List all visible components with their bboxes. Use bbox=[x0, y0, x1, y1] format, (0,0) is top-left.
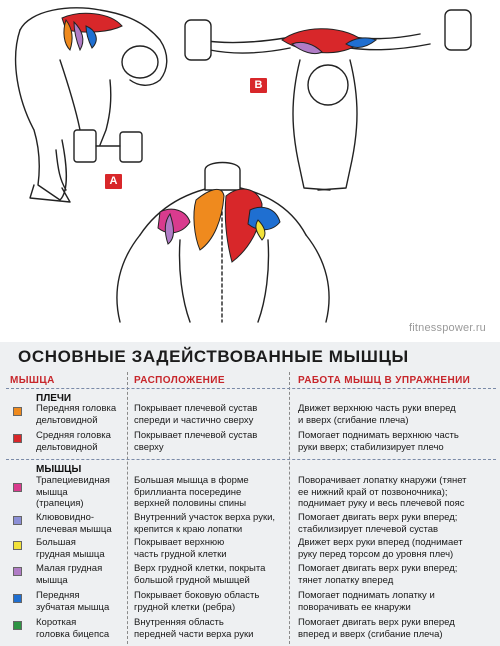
figure-b-badge: B bbox=[250, 78, 267, 93]
section-divider bbox=[6, 459, 496, 460]
muscle-work: Помогает двигать верх руки вперед вперед и вверх (сгибание плеча) bbox=[298, 617, 455, 640]
column-divider bbox=[289, 372, 290, 644]
color-swatch bbox=[13, 483, 22, 492]
section-title-muscles: МЫШЦЫ bbox=[36, 464, 82, 475]
figure-a-badge: A bbox=[105, 174, 122, 189]
color-swatch bbox=[13, 516, 22, 525]
muscle-name: Передняя зубчатая мышца bbox=[36, 590, 110, 613]
muscle-work: Движет верхнюю часть руки вперед и вверх (сгибание плеча) bbox=[298, 403, 456, 426]
muscle-table bbox=[0, 342, 500, 646]
muscle-name: Короткая головка бицепса bbox=[36, 617, 110, 640]
muscle-work: Помогает двигать верх руки вперед; тянет лопатку вперед bbox=[298, 563, 458, 586]
figure-back bbox=[117, 163, 329, 323]
muscle-location: Покрывает плечевой сустав спереди и частично сверху bbox=[134, 403, 258, 426]
muscle-location: Покрывает боковую область грудной клетки (ребра) bbox=[134, 590, 260, 613]
color-swatch bbox=[13, 407, 22, 416]
color-swatch bbox=[13, 434, 22, 443]
color-swatch bbox=[13, 567, 22, 576]
muscle-work: Помогает поднимать верхнюю часть руки вверх; стабилизирует плечо bbox=[298, 430, 459, 453]
muscle-location: Большая мышца в форме бриллианта посередине верхней половины спины bbox=[134, 475, 249, 510]
muscle-name: Передняя головка дельтовидной bbox=[36, 403, 117, 426]
column-divider bbox=[127, 372, 128, 644]
color-swatch bbox=[13, 621, 22, 630]
column-header-work: РАБОТА МЫШЦ В УПРАЖНЕНИИ bbox=[298, 375, 471, 386]
dumbbell-b-right bbox=[445, 10, 471, 50]
muscle-name: Средняя головка дельтовидной bbox=[36, 430, 111, 453]
column-header-location: РАСПОЛОЖЕНИЕ bbox=[134, 375, 225, 386]
muscle-name: Большая грудная мышца bbox=[36, 537, 105, 560]
muscle-name: Трапециевидная мышца (трапеция) bbox=[36, 475, 110, 510]
muscle-work: Движет верх руки вперед (поднимает руку перед торсом до уровня плеч) bbox=[298, 537, 463, 560]
muscle-name: Малая грудная мышца bbox=[36, 563, 103, 586]
column-header-muscle: МЫШЦА bbox=[10, 375, 55, 386]
muscle-name: Клювовидно- плечевая мышца bbox=[36, 512, 112, 535]
dumbbell-b-left bbox=[185, 20, 211, 60]
watermark: fitnesspower.ru bbox=[409, 322, 486, 334]
table-title: ОСНОВНЫЕ ЗАДЕЙСТВОВАННЫЕ МЫШЦЫ bbox=[18, 347, 409, 366]
muscle-location: Покрывает верхнюю часть грудной клетки bbox=[134, 537, 227, 560]
color-swatch bbox=[13, 594, 22, 603]
dumbbell-a bbox=[74, 130, 142, 162]
muscle-location: Верх грудной клетки, покрыта большой грудной мышцей bbox=[134, 563, 266, 586]
color-swatch bbox=[13, 541, 22, 550]
muscle-work: Помогает поднимать лопатку и поворачивать ее кнаружи bbox=[298, 590, 435, 613]
section-title-shoulders: ПЛЕЧИ bbox=[36, 393, 72, 404]
muscle-location: Покрывает плечевой сустав сверху bbox=[134, 430, 258, 453]
row-divider bbox=[6, 388, 496, 389]
muscle-work: Поворачивает лопатку кнаружи (тянет ее нижний край от позвоночника); поднимает руку и весь плечевой пояс bbox=[298, 475, 467, 510]
muscle-location: Внутренняя область передней части верха руки bbox=[134, 617, 254, 640]
muscle-location: Внутренний участок верха руки, крепится к краю лопатки bbox=[134, 512, 276, 535]
muscle-work: Помогает двигать верх руки вперед; стабилизирует плечевой сустав bbox=[298, 512, 458, 535]
